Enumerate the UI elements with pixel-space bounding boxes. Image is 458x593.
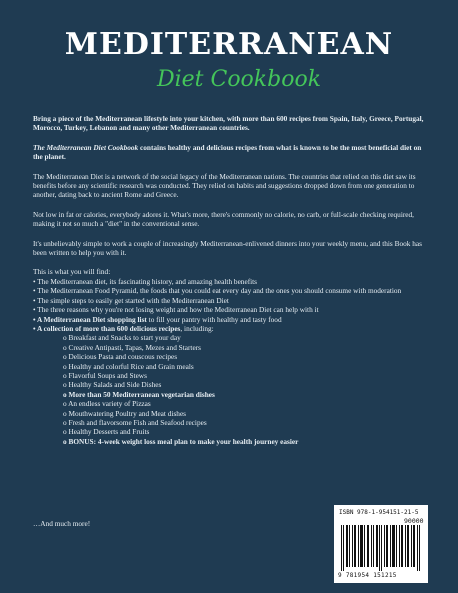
shopping-list-rest: to fill your pantry with healthy and tasty food	[146, 314, 282, 324]
list-item: • The Mediterranean Food Pyramid, the foods that you could eat every day and the ones you should consume with moderation	[33, 286, 402, 296]
list-item: o Fresh and flavorsome Fish and Seafood recipes	[63, 417, 207, 427]
book-description-text: contains healthy and delicious recipes from what is known to be the most beneficial diet on the planet.	[33, 142, 422, 162]
list-item: o Creative Antipasti, Tapas, Mezes and Starters	[63, 342, 201, 352]
list-item: o More than 50 Mediterranean vegetarian dishes	[63, 389, 215, 399]
and-more-text: …And much more!	[33, 519, 91, 528]
list-item: o Delicious Pasta and couscous recipes	[63, 352, 178, 362]
feature-list	[33, 277, 431, 333]
find-intro: This is what you will find:	[33, 267, 111, 277]
back-cover-text	[33, 114, 431, 446]
book-subtitle: Diet Cookbook	[156, 67, 322, 92]
recipe-list	[63, 333, 431, 446]
list-item: o Healthy and colorful Rice and Grain meals	[63, 361, 194, 371]
barcode-digits: 9 781954 151215	[338, 572, 397, 579]
book-description	[33, 143, 431, 162]
title-block	[0, 27, 458, 92]
recipes-rest: , including:	[180, 323, 214, 333]
list-item: • The Mediterranean diet, its fascinating history, and amazing health benefits	[33, 276, 258, 286]
paragraph-1: The Mediterranean Diet is a network of the social legacy of the Mediterranean nations. The countries that relied on this diet saw its benefits before any scientific research was conducted. They relied on habits and suggestions dropped down from one generation to another, dating back to ancient Rome and Greece.	[33, 171, 416, 200]
list-item: o BONUS: 4-week weight loss meal plan to make your health journey easier	[63, 436, 299, 446]
paragraph-2: Not low in fat or calories, everybody adores it. What's more, there's commonly no calorie, no carb, or full-scale checking required, making it not so much a "diet" in the conventional sense.	[33, 209, 414, 229]
isbn-label: ISBN 978-1-954151-21-5	[339, 509, 419, 516]
price-code: 90000	[404, 517, 424, 525]
recipes-bold: • A collection of more than 600 delicious recipes	[33, 323, 181, 333]
list-item: o An endless variety of Pizzas	[63, 399, 151, 409]
list-item	[33, 315, 431, 324]
barcode-box	[334, 505, 428, 583]
book-title-inline: The Mediterranean Diet Cookbook	[33, 142, 139, 152]
shopping-list-bold: • A Mediterranean Diet shopping list	[33, 314, 147, 324]
intro-paragraph: Bring a piece of the Mediterranean lifestyle into your kitchen, with more than 600 recipes from Spain, Italy, Greece, Portugal, Morocco, Turkey, Lebanon and many other Mediterranean countries.	[33, 114, 424, 133]
list-item: o Breakfast and Snacks to start your day	[63, 333, 181, 343]
list-item: o Flavorful Soups and Stews	[63, 370, 147, 380]
list-item: • The three reasons why you're not losing weight and how the Mediterranean Diet can help with it	[33, 305, 319, 315]
list-item	[33, 324, 431, 333]
paragraph-3: It's unbelievably simple to work a couple of increasingly Mediterranean-enlivened dinners into your weekly menu, and this Book has been written to help you with it.	[33, 238, 422, 258]
list-item: • The simple steps to easily get started with the Mediterranean Diet	[33, 295, 229, 305]
list-item: o Healthy Desserts and Fruits	[63, 427, 150, 437]
book-title-main: MEDITERRANEAN	[64, 27, 394, 62]
barcode-icon	[340, 525, 422, 571]
list-item: o Healthy Salads and Side Dishes	[63, 380, 162, 390]
list-item: o Mouthwatering Poultry and Meat dishes	[63, 408, 187, 418]
